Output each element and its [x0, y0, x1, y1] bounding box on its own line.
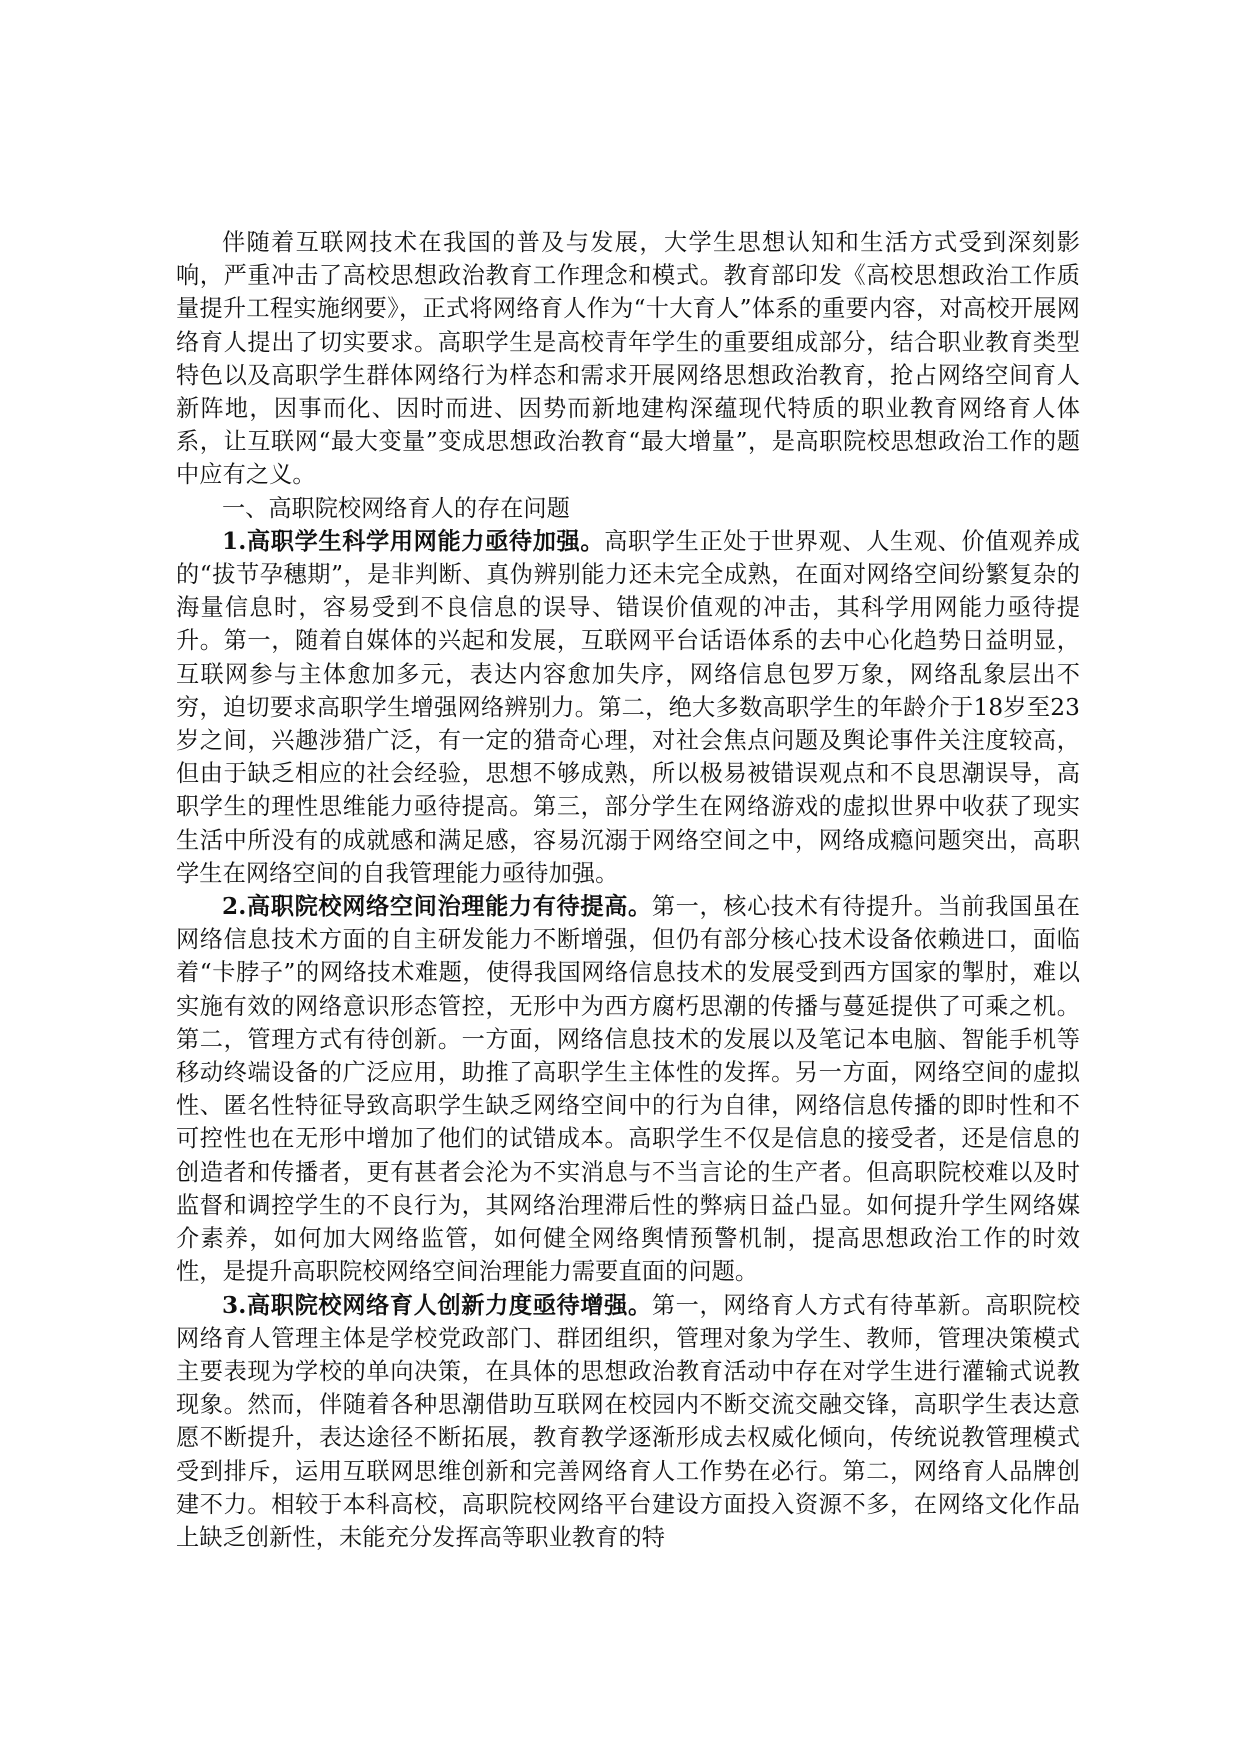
point2-lead: 2.高职院校网络空间治理能力有待提高。 [222, 893, 652, 921]
document-page [176, 226, 1080, 1554]
point1-text: 高职学生正处于世界观、人生观、价值观养成的“拔节孕穗期”，是非判断、真伪辨别能力还未完全成熟，在面对网络空间纷繁复杂的海量信息时，容易受到不良信息的误导、错误价值观的冲击，其科学用网能力亟待提升。第一，随着自媒体的兴起和发展，互联网平台话语体系的去中心化趋势日益明显，互联网参与主体愈加多元，表达内容愈加失序，网络信息包罗万象，网络乱象层出不穷，迫切要求高职学生增强网络辨别力。第二，绝大多数高职学生的年龄介于18岁至23岁之间，兴趣涉猎广泛，有一定的猎奇心理，对社会焦点问题及舆论事件关注度较高，但由于缺乏相应的社会经验，思想不够成熟，所以极易被错误观点和不良思潮误导，高职学生的理性思维能力亟待提高。第三，部分学生在网络游戏的虚拟世界中收获了现实生活中所没有的成就感和满足感，容易沉溺于网络空间之中，网络成瘾问题突出，高职学生在网络空间的自我管理能力亟待加强。 [176, 527, 1081, 887]
point2-paragraph [176, 890, 1080, 1288]
point1-paragraph [176, 525, 1080, 890]
point3-paragraph [176, 1289, 1080, 1555]
point3-text: 第一，网络育人方式有待革新。高职院校网络育人管理主体是学校党政部门、群团组织，管理对象为学生、教师，管理决策模式主要表现为学校的单向决策，在具体的思想政治教育活动中存在对学生进行灌输式说教现象。然而，伴随着各种思潮借助互联网在校园内不断交流交融交锋，高职学生表达意愿不断提升，表达途径不断拓展，教育教学逐渐形成去权威化倾向，传统说教管理模式受到排斥，运用互联网思维创新和完善网络育人工作势在必行。第二，网络育人品牌创建不力。相较于本科高校，高职院校网络平台建设方面投入资源不多，在网络文化作品上缺乏创新性，未能充分发挥高等职业教育的特 [176, 1291, 1080, 1551]
point2-text: 第一，核心技术有待提升。当前我国虽在网络信息技术方面的自主研发能力不断增强，但仍有部分核心技术设备依赖进口，面临着“卡脖子”的网络技术难题，使得我国网络信息技术的发展受到西方国家的掣肘，难以实施有效的网络意识形态管控，无形中为西方腐朽思潮的传播与蔓延提供了可乘之机。第二，管理方式有待创新。一方面，网络信息技术的发展以及笔记本电脑、智能手机等移动终端设备的广泛应用，助推了高职学生主体性的发挥。另一方面，网络空间的虚拟性、匿名性特征导致高职学生缺乏网络空间中的行为自律，网络信息传播的即时性和不可控性也在无形中增加了他们的试错成本。高职学生不仅是信息的接受者，还是信息的创造者和传播者，更有甚者会沦为不实消息与不当言论的生产者。但高职院校难以及时监督和调控学生的不良行为，其网络治理滞后性的弊病日益凸显。如何提升学生网络媒介素养，如何加大网络监管，如何健全网络舆情预警机制，提高思想政治工作的时效性，是提升高职院校网络空间治理能力需要直面的问题。 [176, 893, 1080, 1286]
point3-lead: 3.高职院校网络育人创新力度亟待增强。 [222, 1291, 652, 1319]
section-heading: 一、高职院校网络育人的存在问题 [222, 494, 570, 522]
point1-lead: 1.高职学生科学用网能力亟待加强。 [222, 527, 605, 555]
intro-paragraph: 伴随着互联网技术在我国的普及与发展，大学生思想认知和生活方式受到深刻影响，严重冲击了高校思想政治教育工作理念和模式。教育部印发《高校思想政治工作质量提升工程实施纲要》，正式将网络育人作为“十大育人”体系的重要内容，对高校开展网络育人提出了切实要求。高职学生是高校青年学生的重要组成部分，结合职业教育类型特色以及高职学生群体网络行为样态和需求开展网络思想政治教育，抢占网络空间育人新阵地，因事而化、因时而进、因势而新地建构深蕴现代特质的职业教育网络育人体系，让互联网“最大变量”变成思想政治教育“最大增量”，是高职院校思想政治工作的题中应有之义。 [176, 229, 1080, 489]
